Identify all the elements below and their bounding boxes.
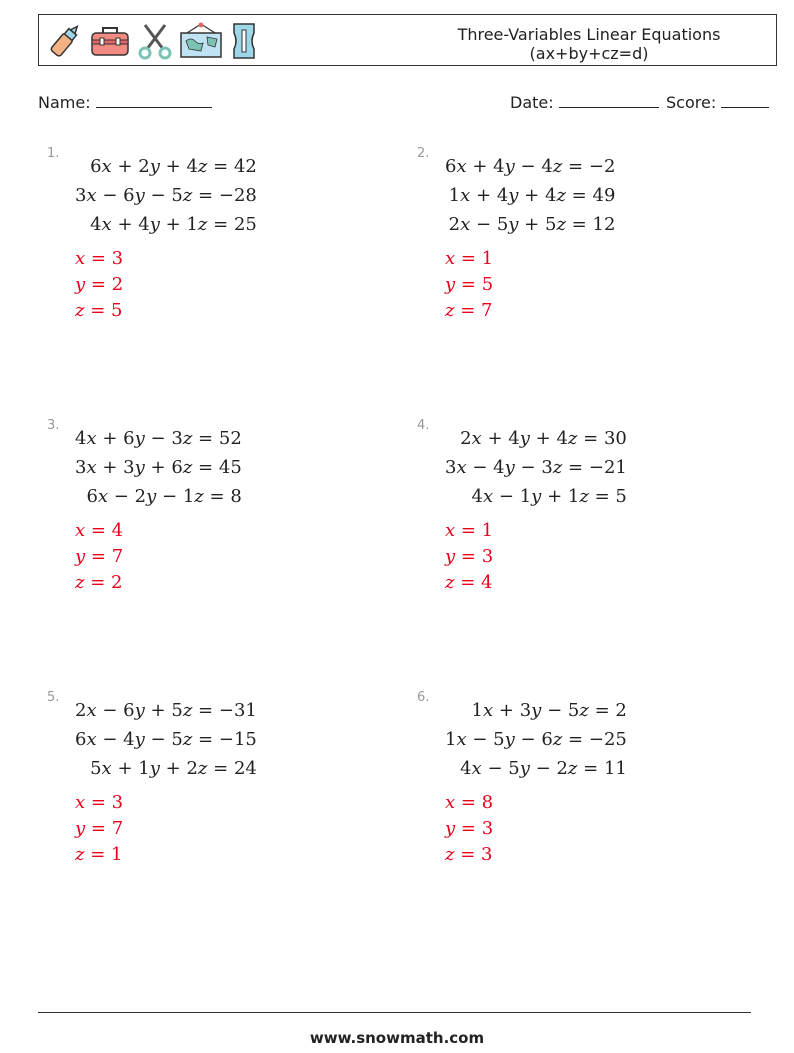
problem-number: 5. [47, 690, 60, 705]
equation-system [445, 696, 627, 783]
equation: 2x + 4y + 4z = 30 [460, 428, 627, 449]
scissors-icon [137, 21, 173, 61]
problem-3 [47, 418, 347, 618]
toolbox-icon [89, 21, 131, 61]
map-board-icon [179, 21, 223, 61]
answer-block [75, 246, 123, 324]
answer-y: y = 5 [445, 274, 494, 295]
worksheet-title [419, 25, 759, 63]
answer-z: z = 5 [75, 300, 123, 321]
equation: 3x − 6y − 5z = −28 [75, 185, 257, 206]
problem-2 [417, 146, 717, 346]
answer-y: y = 3 [445, 546, 494, 567]
equation: 3x − 4y − 3z = −21 [445, 457, 627, 478]
score-line[interactable] [721, 93, 769, 108]
answer-block [445, 790, 493, 868]
answer-z: z = 7 [445, 300, 493, 321]
name-label: Name: [38, 93, 91, 112]
date-label: Date: [510, 93, 554, 112]
equation: 2x − 5y + 5z = 12 [448, 214, 616, 235]
date-line[interactable] [559, 93, 659, 108]
problem-6 [417, 690, 717, 890]
equation-system [445, 152, 615, 239]
glue-bottle-icon [47, 21, 83, 61]
answer-y: y = 7 [75, 818, 124, 839]
problem-number: 2. [417, 146, 430, 161]
equation-system [445, 424, 627, 511]
answer-y: y = 7 [75, 546, 124, 567]
equation: 4x − 5y − 2z = 11 [460, 758, 627, 779]
equation: 1x + 3y − 5z = 2 [471, 700, 627, 721]
footer-url: www.snowmath.com [309, 1029, 485, 1047]
name-field[interactable] [38, 93, 212, 112]
answer-block [445, 518, 493, 596]
answer-x: x = 3 [75, 792, 124, 813]
answer-x: x = 1 [445, 520, 494, 541]
answer-block [75, 790, 123, 868]
answer-y: y = 3 [445, 818, 494, 839]
equation: 1x − 5y − 6z = −25 [445, 729, 627, 750]
equation: 4x + 6y − 3z = 52 [75, 428, 242, 449]
equation: 6x − 2y − 1z = 8 [86, 486, 242, 507]
answer-z: z = 1 [75, 844, 123, 865]
answer-x: x = 8 [445, 792, 494, 813]
answer-x: x = 4 [75, 520, 124, 541]
score-field[interactable] [666, 93, 769, 112]
problem-number: 6. [417, 690, 430, 705]
score-label: Score: [666, 93, 717, 112]
title-text: Three-Variables Linear Equations [457, 25, 721, 44]
answer-x: x = 1 [445, 248, 494, 269]
equation: 6x − 4y − 5z = −15 [75, 729, 257, 750]
header-box [38, 14, 777, 66]
problem-5 [47, 690, 347, 890]
equation: 2x − 6y + 5z = −31 [75, 700, 257, 721]
answer-z: z = 2 [75, 572, 123, 593]
equation-system [75, 696, 257, 783]
problem-number: 3. [47, 418, 60, 433]
problem-number: 4. [417, 418, 430, 433]
equation: 4x − 1y + 1z = 5 [471, 486, 627, 507]
footer-divider [38, 1012, 751, 1013]
equation-system [75, 424, 242, 511]
answer-z: z = 3 [445, 844, 493, 865]
problem-1 [47, 146, 347, 346]
answer-z: z = 4 [445, 572, 493, 593]
equation: 3x + 3y + 6z = 45 [75, 457, 242, 478]
equation: 5x + 1y + 2z = 24 [90, 758, 257, 779]
answer-x: x = 3 [75, 248, 124, 269]
answer-block [75, 518, 123, 596]
problem-number: 1. [47, 146, 60, 161]
sharpener-icon [229, 21, 259, 61]
problem-4 [417, 418, 717, 618]
equation: 6x + 2y + 4z = 42 [90, 156, 257, 177]
date-field[interactable] [510, 93, 659, 112]
answer-y: y = 2 [75, 274, 124, 295]
equation: 4x + 4y + 1z = 25 [90, 214, 257, 235]
equation-system [75, 152, 257, 239]
name-line[interactable] [96, 93, 212, 108]
subtitle-text: (ax+by+cz=d) [529, 44, 649, 63]
equation: 1x + 4y + 4z = 49 [448, 185, 616, 206]
answer-block [445, 246, 493, 324]
equation: 6x + 4y − 4z = −2 [445, 156, 616, 177]
header-icons [47, 21, 259, 61]
